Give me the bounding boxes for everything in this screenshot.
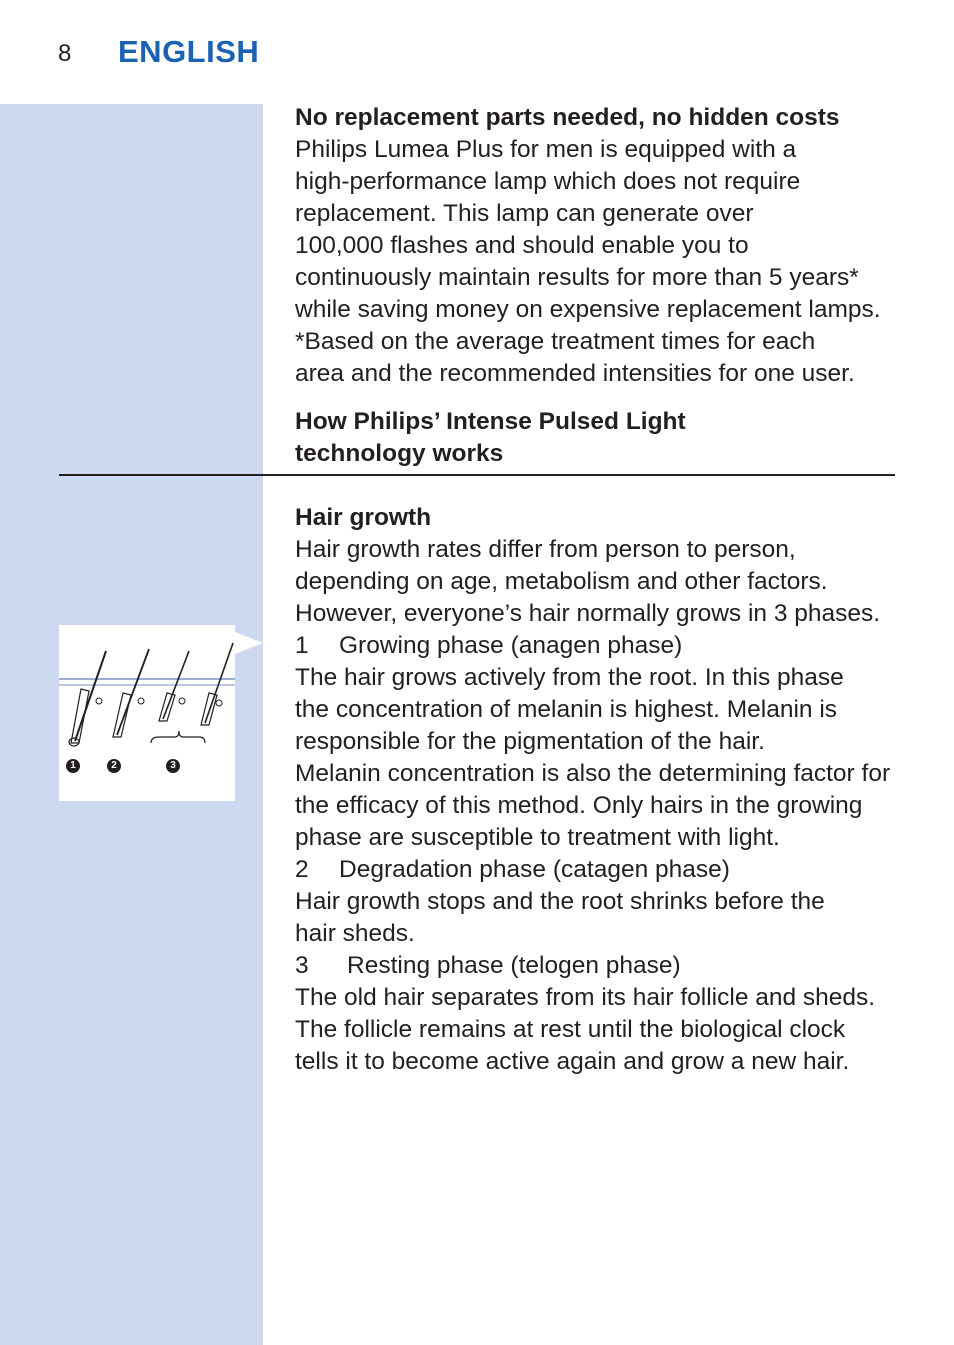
paragraph-line: depending on age, metabolism and other factors. bbox=[295, 568, 828, 595]
section-replacement-parts bbox=[295, 102, 905, 390]
sebaceous-gland bbox=[96, 698, 102, 704]
callout-marker: 2 bbox=[107, 759, 121, 773]
paragraph-line: *Based on the average treatment times for each bbox=[295, 328, 816, 355]
section-divider bbox=[59, 474, 895, 476]
hair-strand bbox=[117, 649, 149, 735]
phase-label: Growing phase (anagen phase) bbox=[339, 632, 683, 659]
follicle-shape bbox=[113, 693, 131, 737]
section-hair-growth bbox=[295, 502, 905, 1078]
paragraph-line: The follicle remains at rest until the biological clock bbox=[295, 1016, 846, 1043]
phase-number: 2 bbox=[295, 856, 309, 883]
section-heading: How Philips’ Intense Pulsed Light bbox=[295, 408, 686, 435]
paragraph-line: Hair growth rates differ from person to person, bbox=[295, 536, 796, 563]
paragraph-line: phase are susceptible to treatment with light. bbox=[295, 824, 780, 851]
language-heading: ENGLISH bbox=[118, 34, 260, 69]
section-heading: No replacement parts needed, no hidden costs bbox=[295, 104, 840, 131]
callout-marker: 1 bbox=[66, 759, 80, 773]
paragraph-line: The old hair separates from its hair follicle and sheds. bbox=[295, 984, 876, 1011]
phase-item bbox=[295, 630, 905, 662]
phase-brace bbox=[151, 731, 205, 743]
hair-strand bbox=[205, 643, 233, 723]
phase-number: 3 bbox=[295, 952, 309, 979]
paragraph-line: 100,000 flashes and should enable you to bbox=[295, 232, 749, 259]
illustration-pointer bbox=[235, 632, 263, 654]
callout-marker: 3 bbox=[166, 759, 180, 773]
paragraph-line: Melanin concentration is also the determining factor for bbox=[295, 760, 891, 787]
paragraph-line: responsible for the pigmentation of the hair. bbox=[295, 728, 765, 755]
paragraph-line: while saving money on expensive replacement lamps. bbox=[295, 296, 881, 323]
sebaceous-gland bbox=[179, 698, 185, 704]
paragraph-line: area and the recommended intensities for one user. bbox=[295, 360, 855, 387]
phase-item bbox=[295, 950, 905, 982]
section-heading: technology works bbox=[295, 440, 504, 467]
paragraph-line: the concentration of melanin is highest. Melanin is bbox=[295, 696, 838, 723]
section-heading: Hair growth bbox=[295, 504, 432, 531]
paragraph-line: Philips Lumea Plus for men is equipped with a bbox=[295, 136, 797, 163]
paragraph-line: high-performance lamp which does not require bbox=[295, 168, 801, 195]
follicle-shape bbox=[71, 689, 89, 743]
paragraph-line: tells it to become active again and grow a new hair. bbox=[295, 1048, 850, 1075]
sebaceous-gland bbox=[138, 698, 144, 704]
paragraph-line: The hair grows actively from the root. In this phase bbox=[295, 664, 844, 691]
section-ipl-heading bbox=[295, 406, 905, 470]
phase-label: Degradation phase (catagen phase) bbox=[339, 856, 730, 883]
phase-item bbox=[295, 854, 905, 886]
paragraph-line: However, everyone’s hair normally grows in 3 phases. bbox=[295, 600, 881, 627]
page-number: 8 bbox=[58, 40, 72, 67]
sebaceous-gland bbox=[216, 700, 222, 706]
paragraph-line: the efficacy of this method. Only hairs in the growing bbox=[295, 792, 863, 819]
paragraph-line: Hair growth stops and the root shrinks before the bbox=[295, 888, 825, 915]
hair-follicle-diagram bbox=[59, 625, 235, 801]
hair-bulb bbox=[69, 738, 79, 746]
paragraph-line: replacement. This lamp can generate over bbox=[295, 200, 754, 227]
hair-phases-illustration bbox=[59, 625, 235, 801]
phase-number: 1 bbox=[295, 632, 309, 659]
phase-label: Resting phase (telogen phase) bbox=[347, 952, 681, 979]
paragraph-line: continuously maintain results for more than 5 years* bbox=[295, 264, 859, 291]
paragraph-line: hair sheds. bbox=[295, 920, 415, 947]
